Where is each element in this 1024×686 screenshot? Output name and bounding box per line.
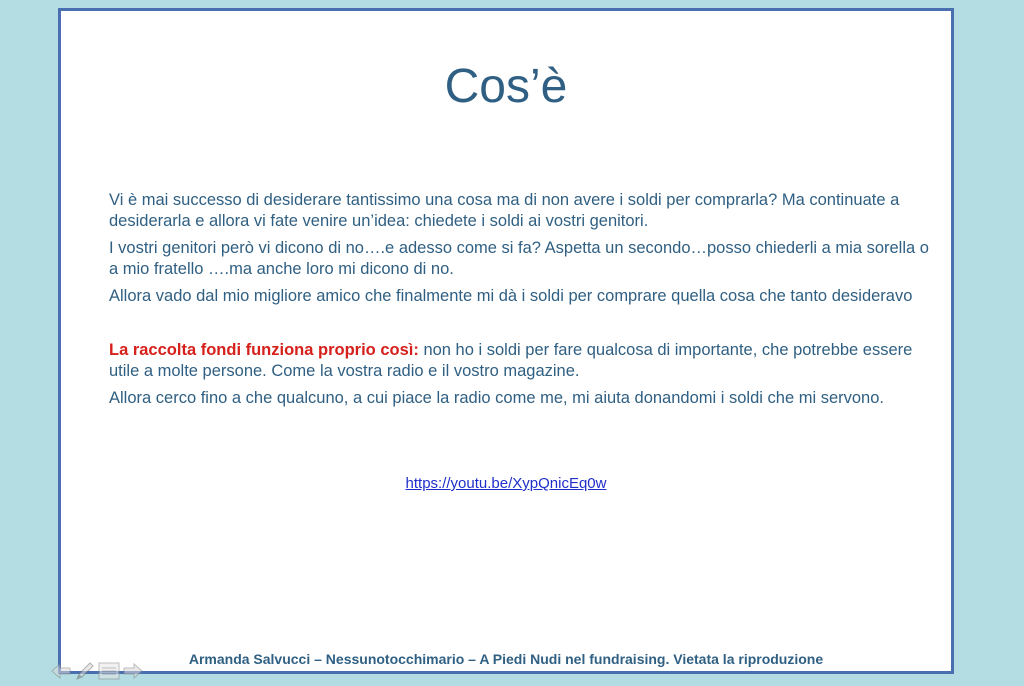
- highlight-text: La raccolta fondi funziona proprio così:: [109, 341, 419, 359]
- paragraph-closing: Allora cerco fino a che qualcuno, a cui piace la radio come me, mi aiuta donandomi i soldi che mi servono.: [109, 389, 884, 407]
- menu-icon[interactable]: [98, 661, 120, 681]
- arrow-right-icon[interactable]: [122, 661, 144, 681]
- slide-body: [109, 190, 939, 415]
- pen-icon[interactable]: [74, 661, 96, 681]
- paragraph-fundraising: [109, 340, 939, 382]
- paragraph-2: I vostri genitori però vi dicono di no….e adesso come si fa? Aspetta un secondo…posso chiederli a mia sorella o a mio fratello ….ma anche loro mi dicono di no.: [109, 239, 929, 278]
- slide-footer: Armanda Salvucci – Nessunotocchimario – A Piedi Nudi nel fundraising. Vietata la riproduzione: [188, 651, 824, 667]
- slide-title: Cos’è: [444, 60, 568, 113]
- highlight-rest: non ho i soldi per fare qualcosa di importante, che potrebbe essere utile a molte persone. Come la vostra radio e il vostro magazine.: [109, 341, 913, 380]
- paragraph-1: Vi è mai successo di desiderare tantissimo una cosa ma di non avere i soldi per comprarla? Ma continuate a desiderarla e allora vi fate venire un’idea: chiedete i soldi ai vostri genitori.: [109, 191, 900, 230]
- slide: [58, 8, 954, 674]
- arrow-left-icon[interactable]: [50, 661, 72, 681]
- paragraph-3: Allora vado dal mio migliore amico che finalmente mi dà i soldi per comprare quella cosa che tanto desideravo: [109, 287, 913, 305]
- youtube-link[interactable]: https://youtu.be/XypQnicEq0w: [405, 475, 607, 492]
- slideshow-nav: [50, 660, 144, 682]
- link-container: [61, 475, 951, 492]
